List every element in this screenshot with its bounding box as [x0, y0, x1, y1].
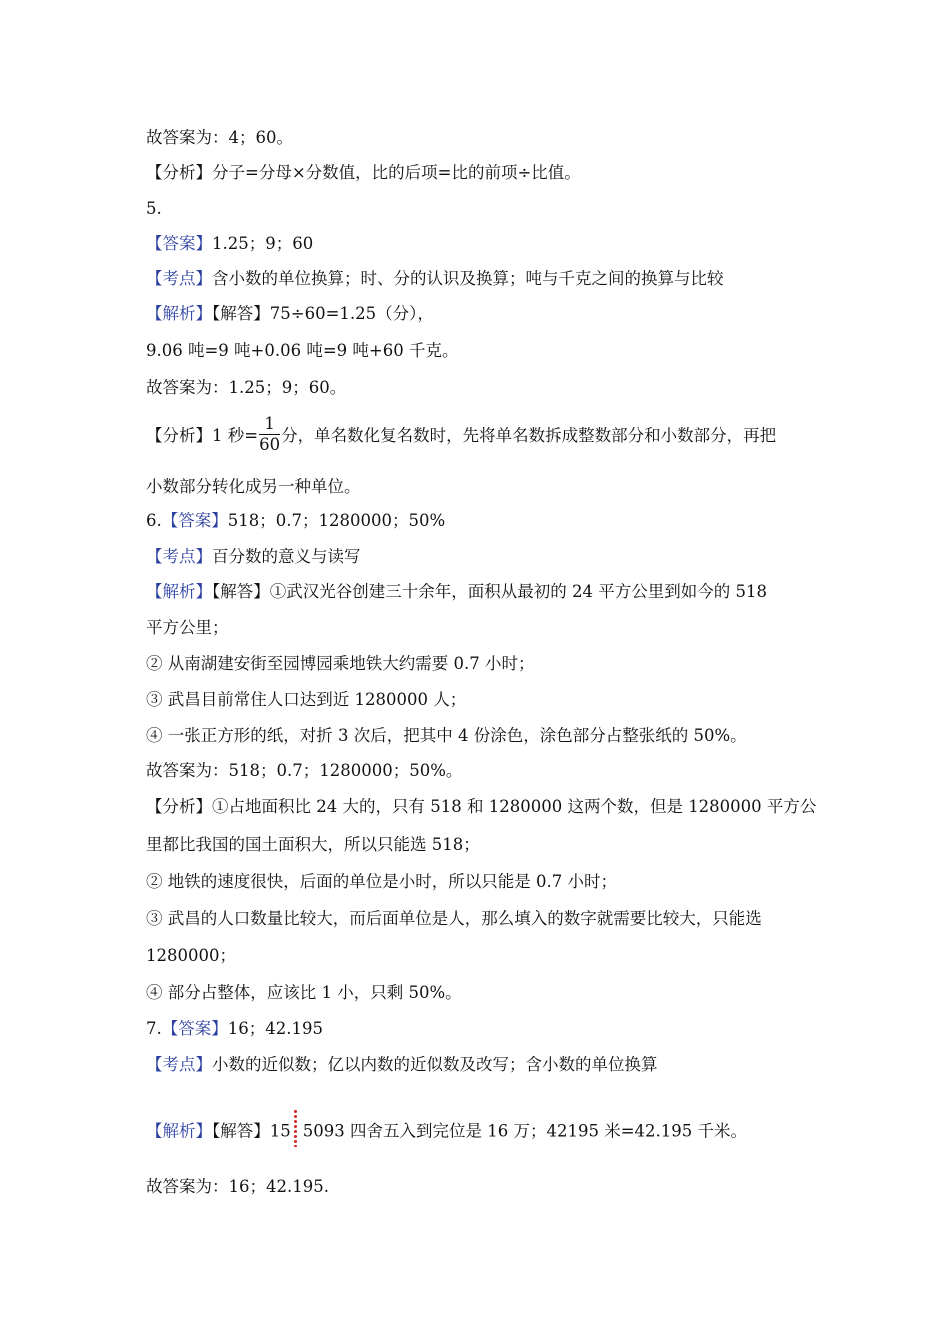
fraction-numerator: 1 — [259, 414, 280, 435]
analysis-tag: 【分析】 — [146, 797, 212, 816]
q5-analysis-cont: 小数部分转化成另一种单位。 — [146, 477, 361, 496]
q5-solve-line-1: 【解析】【解答】75÷60=1.25（分）， — [146, 304, 434, 323]
q6-analysis-line-3: ③ 武昌的人口数量比较大，而后面单位是人，那么填入的数字就需要比较大，只能选 — [146, 909, 762, 928]
fraction-one-sixtieth — [259, 414, 280, 455]
solve-tag: 【解答】 — [212, 582, 270, 601]
q5-analysis: 【分析】1 秒= $\frac{1}{60}$ 分，单名数化复名数时，先将单名数拆成整数部分和小数部分，再把 — [146, 414, 777, 454]
q6-analysis-line-4: ④ 部分占整体，应该比 1 小，只剩 50%。 — [146, 983, 462, 1002]
q6-number: 6. — [146, 511, 162, 530]
q5-point: 【考点】含小数的单位换算；时、分的认识及换算；吨与千克之间的换算与比较 — [146, 269, 724, 288]
q6-conclusion: 故答案为：518；0.7；1280000；50%。 — [146, 761, 463, 780]
answer-tag: 【答案】 — [161, 1019, 228, 1038]
q6-solve-line-1: 【解析】【解答】①武汉光谷创建三十余年，面积从最初的 24 平方公里到如今的 518 — [146, 582, 767, 601]
q5-conclusion: 故答案为：1.25；9；60。 — [146, 378, 347, 397]
q6-analysis-line-1: 【分析】①占地面积比 24 大的，只有 518 和 1280000 这两个数，但是 1280000 平方公 — [146, 797, 817, 816]
q6-solve-line-1b: 平方公里； — [146, 618, 229, 637]
q6-solve-line-4: ④ 一张正方形的纸，对折 3 次后，把其中 4 份涂色，涂色部分占整张纸的 50%。 — [146, 726, 747, 745]
point-tag: 【考点】 — [146, 269, 212, 288]
q6-solve-line-3: ③ 武昌目前常住人口达到近 1280000 人； — [146, 690, 467, 709]
explain-tag: 【解析】 — [146, 582, 212, 601]
q6-analysis-line-2: ② 地铁的速度很快，后面的单位是小时，所以只能是 0.7 小时； — [146, 872, 617, 891]
q7-answer: 7.【答案】16；42.195 — [146, 1019, 323, 1038]
q5-answer: 【答案】1.25；9；60 — [146, 234, 314, 253]
q6-answer: 6.【答案】518；0.7；1280000；50% — [146, 511, 446, 530]
explain-tag: 【解析】 — [146, 1121, 212, 1141]
q5-solve-line-2: 9.06 吨=9 吨+0.06 吨=9 吨+60 千克。 — [146, 341, 459, 360]
q7-solve: 【解析】【解答】15 5093 四舍五入到完位是 16 万；42195 米=42.195 千米。 — [146, 1113, 747, 1151]
answer-tag: 【答案】 — [161, 511, 228, 530]
q7-conclusion: 故答案为：16；42.195. — [146, 1177, 329, 1196]
q6-analysis-line-1b: 里都比我国的国土面积大，所以只能选 518； — [146, 835, 480, 854]
q4-analysis: 【分析】分子=分母×分数值，比的后项=比的前项÷比值。 — [146, 163, 581, 182]
q7-point: 【考点】小数的近似数；亿以内数的近似数及改写；含小数的单位换算 — [146, 1055, 658, 1074]
q6-point: 【考点】百分数的意义与读写 — [146, 547, 361, 566]
point-tag: 【考点】 — [146, 1055, 212, 1074]
rounding-marker-dotted-line — [294, 1109, 297, 1147]
fraction-denominator: 60 — [259, 435, 281, 454]
explain-tag: 【解析】 — [146, 304, 212, 323]
solve-tag: 【解答】 — [212, 1121, 270, 1141]
point-tag: 【考点】 — [146, 547, 212, 566]
q5-number: 5. — [146, 199, 162, 218]
answer-tag: 【答案】 — [146, 234, 212, 253]
analysis-tag: 【分析】 — [146, 163, 212, 182]
q7-number: 7. — [146, 1019, 162, 1038]
q6-solve-line-2: ② 从南湖建安街至园博园乘地铁大约需要 0.7 小时； — [146, 654, 535, 673]
solve-tag: 【解答】 — [212, 304, 270, 323]
q4-conclusion: 故答案为：4；60。 — [146, 128, 293, 147]
analysis-tag: 【分析】 — [146, 426, 212, 445]
q6-analysis-line-3b: 1280000； — [146, 946, 236, 965]
